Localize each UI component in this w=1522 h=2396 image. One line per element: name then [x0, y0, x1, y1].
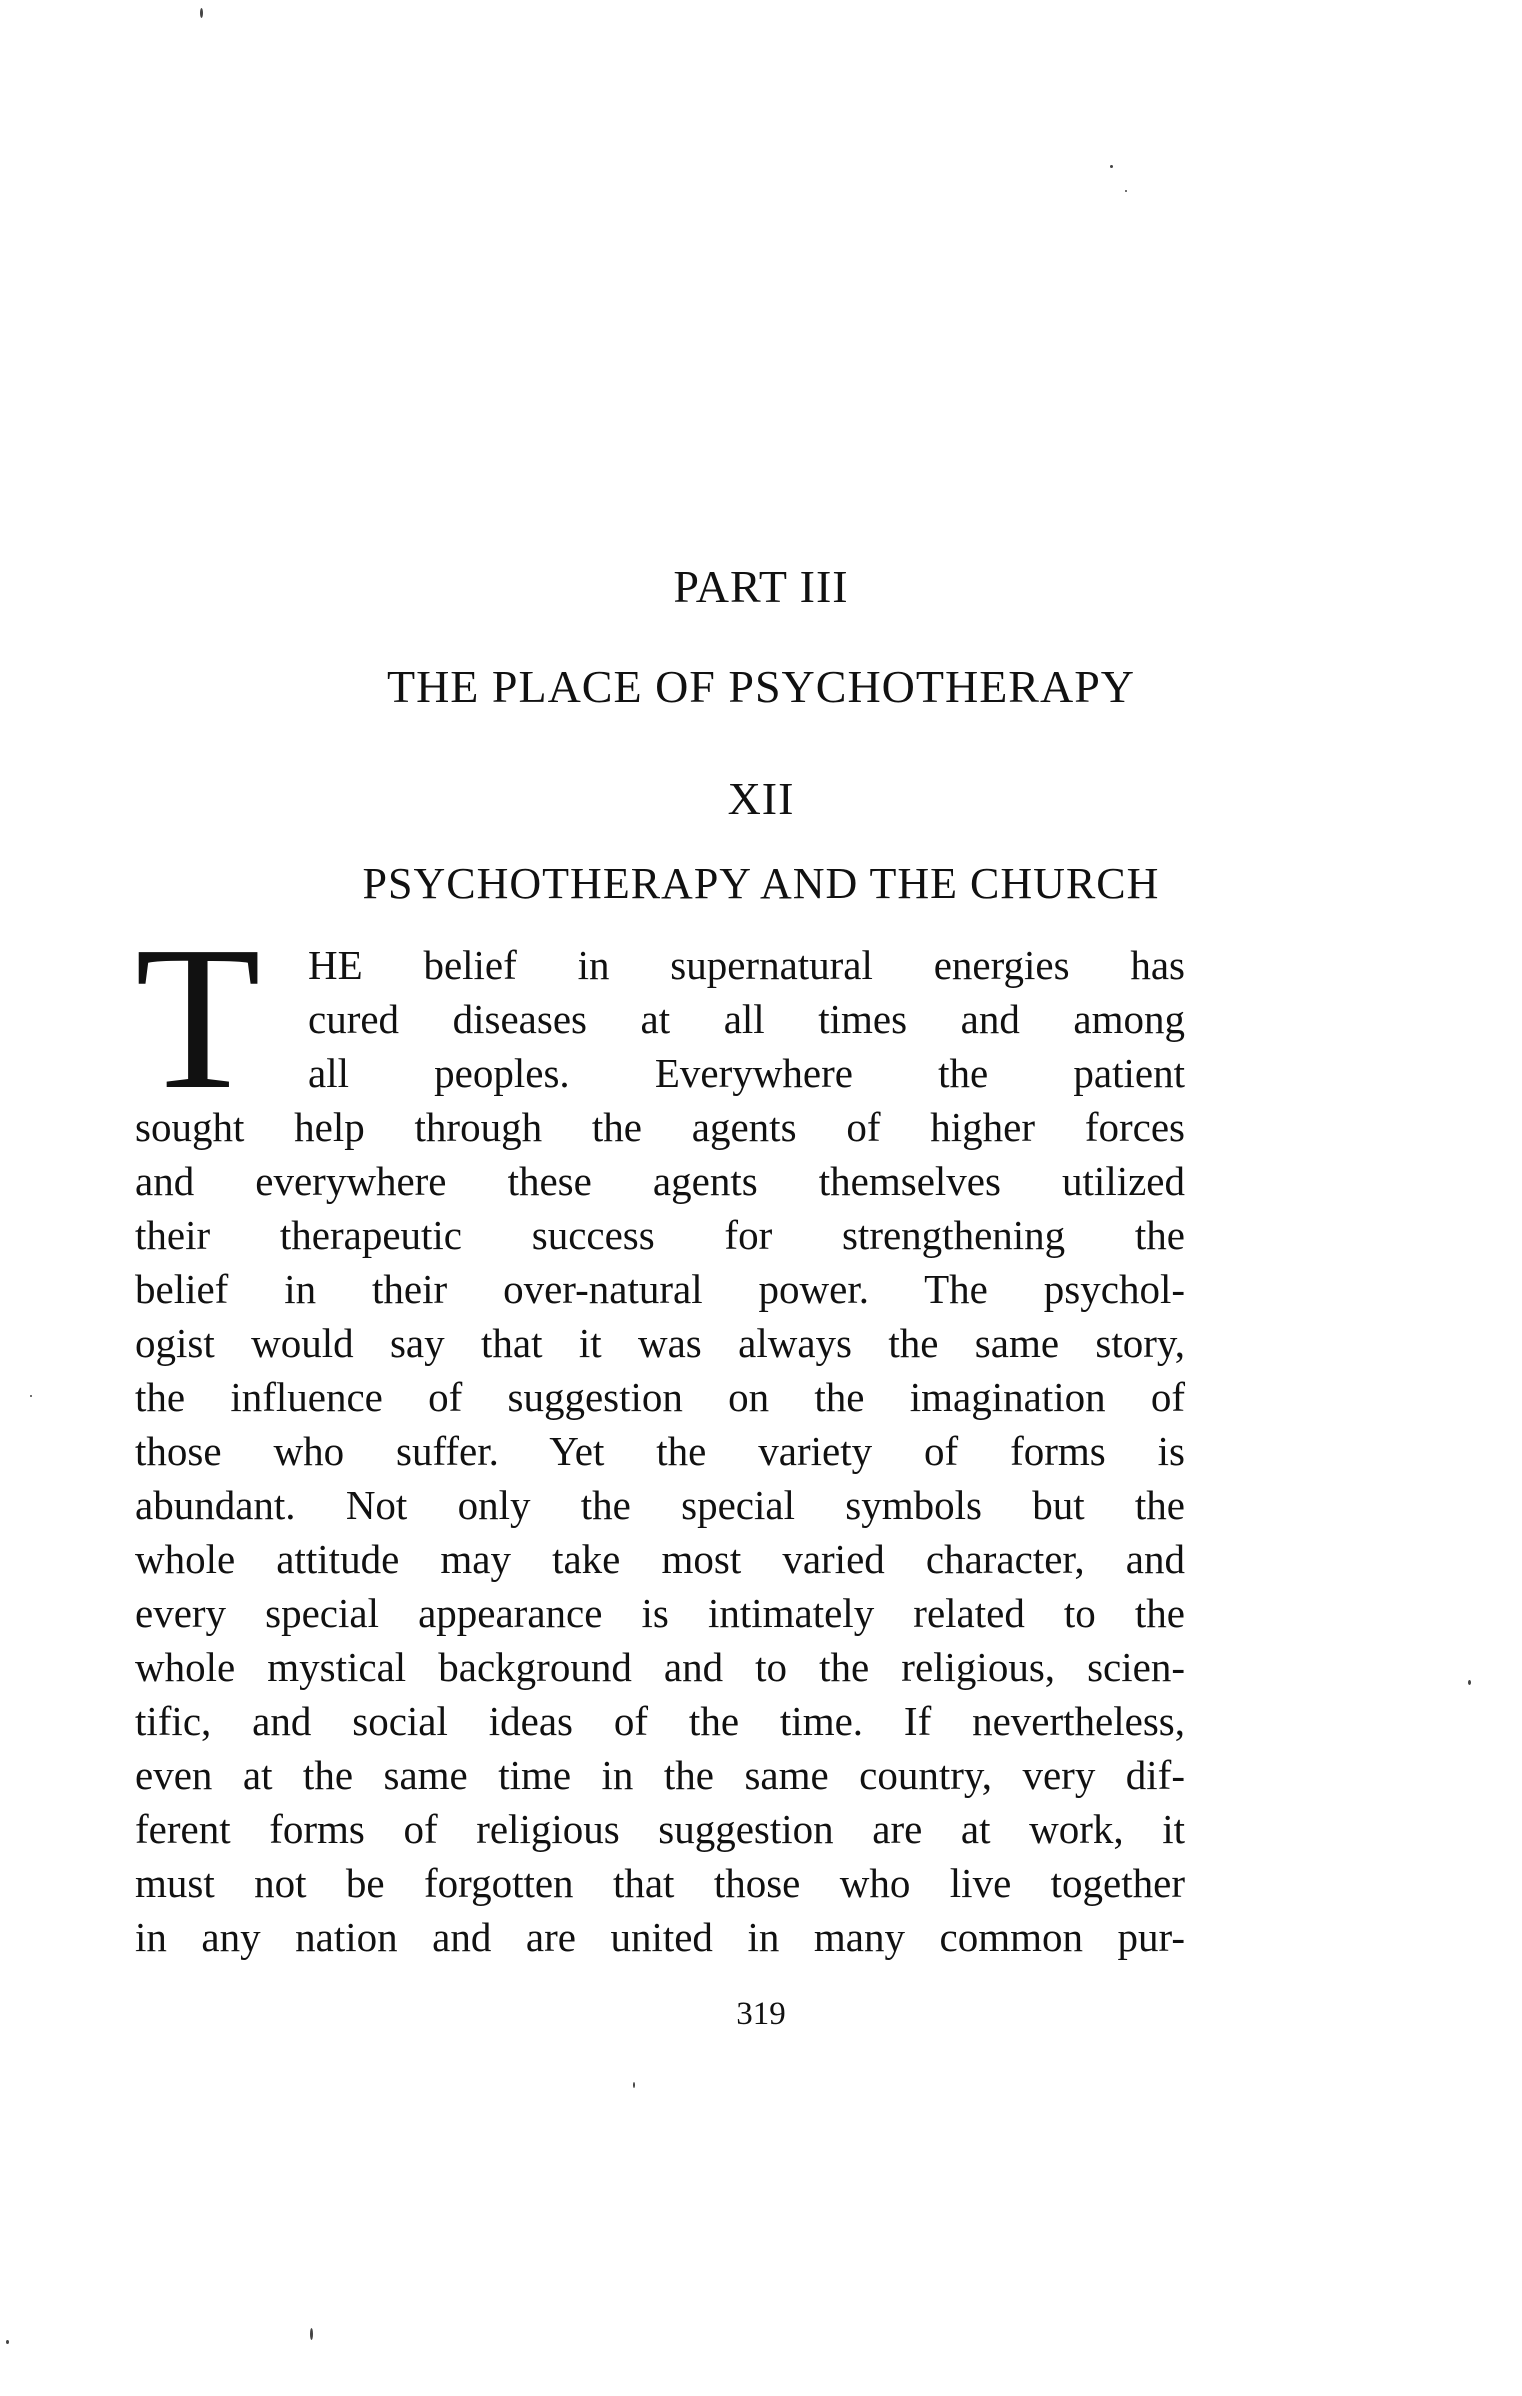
part-title: THE PLACE OF PSYCHOTHERAPY [386, 661, 1136, 712]
text-line: in any nation and are united in many common pur- [135, 1914, 1185, 1960]
part-heading: PART III [673, 561, 849, 612]
text-line: belief in their over-natural power. The psychol- [135, 1266, 1185, 1312]
text-line: even at the same time in the same country, very dif- [135, 1752, 1185, 1798]
text-line: all peoples. Everywhere the patient [308, 1050, 1185, 1096]
text-line: the influence of suggestion on the imagination of [135, 1374, 1185, 1420]
text-line: tific, and social ideas of the time. If nevertheless, [135, 1698, 1185, 1744]
text-line: sought help through the agents of higher forces [135, 1104, 1185, 1150]
text-line: and everywhere these agents themselves utilized [135, 1158, 1185, 1204]
text-line: every special appearance is intimately related to the [135, 1590, 1185, 1636]
text-line: ogist would say that it was always the same story, [135, 1320, 1185, 1366]
scan-speck [1110, 165, 1113, 168]
scan-speck [6, 2340, 9, 2344]
chapter-title: PSYCHOTHERAPY AND THE CHURCH [362, 859, 1160, 908]
drop-cap: T [135, 903, 261, 1132]
scan-speck [633, 2082, 635, 2088]
text-line: ferent forms of religious suggestion are at work, it [135, 1806, 1185, 1852]
scan-speck [310, 2328, 313, 2340]
page-number: 319 [736, 1996, 786, 2032]
text-line: abundant. Not only the special symbols but the [135, 1482, 1185, 1528]
text-line: whole mystical background and to the religious, scien- [135, 1644, 1185, 1690]
chapter-number: XII [727, 773, 795, 824]
scan-speck [30, 1395, 32, 1397]
text-line: those who suffer. Yet the variety of forms is [135, 1428, 1185, 1474]
text-line: HE belief in supernatural energies has [308, 942, 1185, 988]
text-line: whole attitude may take most varied character, and [135, 1536, 1185, 1582]
text-line: their therapeutic success for strengthening the [135, 1212, 1185, 1258]
text-line: must not be forgotten that those who live together [135, 1860, 1185, 1906]
text-line: cured diseases at all times and among [308, 996, 1185, 1042]
scan-speck [200, 8, 203, 18]
scan-speck [1125, 190, 1127, 192]
scan-speck [1468, 1680, 1471, 1685]
